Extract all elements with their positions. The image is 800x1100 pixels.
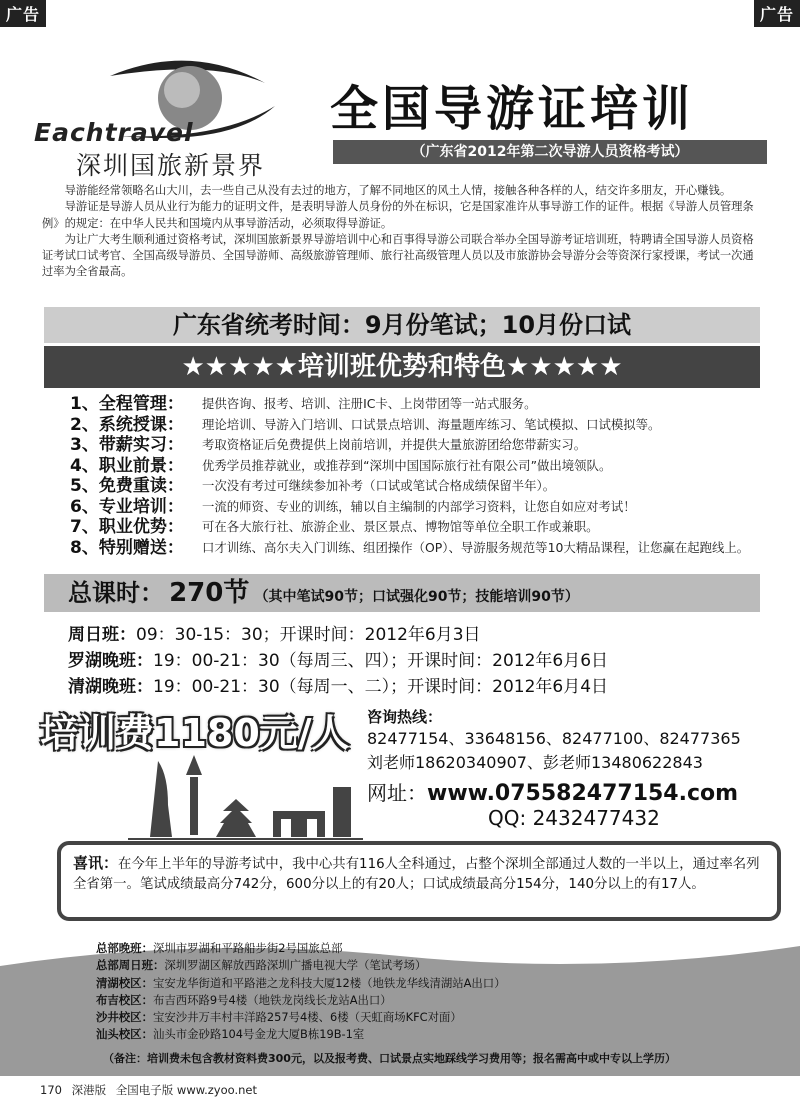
website: [367, 777, 738, 806]
schedule-time: 09：30-15：30；开课时间：2012年6月3日: [136, 625, 481, 645]
campus-address: 深圳市罗湖和平路船步街2号国旅总部: [152, 941, 343, 955]
advantage-title: 8、特别赠送：: [70, 537, 184, 558]
schedule-name: 罗湖晚班：: [68, 651, 153, 671]
advantage-desc: 口才训练、高尔夫入门训练、组团操作（OP）、导游服务规范等10大精品课程，让您赢在起跑线上。: [202, 539, 750, 555]
list-item: [70, 517, 750, 538]
intro-paragraph: 导游能经常领略名山大川，去一些自己从没有去过的地方，了解不同地区的风土人情，接触各种各样的人，结交许多朋友，开心赚钱。: [64, 184, 732, 197]
exam-time-banner: 广东省统考时间：9月份笔试；10月份口试: [44, 307, 760, 343]
hours-value: 270节: [169, 578, 250, 608]
list-item: [96, 975, 756, 992]
advantage-desc: 一次没有考过可继续参加补考（口试或笔试合格成绩保留半年）。: [202, 478, 556, 493]
footer-note: （备注：培训费未包含教材资料费300元，以及报考费、口试景点实地踩线学习费用等；报名需高中或中专以上学历）: [103, 1052, 676, 1065]
list-item: [96, 1009, 756, 1026]
advantage-title: 7、职业优势：: [70, 517, 184, 537]
schedule-row: [68, 646, 608, 671]
website-label: 网址：: [367, 781, 427, 805]
campus-name: 汕头校区：: [96, 1027, 153, 1042]
website-link[interactable]: www.075582477154.com: [427, 781, 739, 806]
qq-number: QQ: 2432477432: [488, 806, 660, 830]
list-item: [70, 497, 750, 518]
landmarks-icon: [128, 745, 363, 845]
advantage-desc: 可在各大旅行社、旅游企业、景区景点、博物馆等单位全职工作或兼职。: [202, 519, 599, 534]
hotline-phones: 82477154、33648156、82477100、82477365: [367, 729, 741, 748]
list-item: [70, 415, 750, 436]
campus-address: 汕头市金砂路104号金龙大厦B栋19B-1室: [152, 1027, 365, 1042]
campus-address: 宝安龙华街道和平路港之龙科技大厦12楼（地铁龙华线清湖站A出口）: [152, 975, 506, 990]
schedule-name: 清湖晚班：: [68, 677, 153, 697]
advantage-title: 1、全程管理：: [70, 394, 184, 414]
advantage-desc: 优秀学员推荐就业，或推荐到“深圳中国国际旅行社有限公司”做出境领队。: [202, 457, 612, 473]
news-text: 在今年上半年的导游考试中，我中心共有116人全科通过，占整个深圳全部通过人数的一半以上，通过率名列全省第一。笔试成绩最高分742分，600分以上的有20人；口试成绩最高分154分，140分以上的有17人。: [73, 857, 760, 892]
logo-text-cn: 深圳国旅新景界: [76, 151, 266, 180]
list-item: [70, 394, 750, 415]
list-item: [96, 940, 756, 957]
campus-address: 宝安沙井万丰村丰洋路257号4楼、6楼（天虹商场KFC对面）: [152, 1010, 462, 1025]
list-item: [96, 992, 756, 1009]
schedule-name: 周日班：: [68, 625, 136, 645]
list-item: [96, 957, 756, 974]
advantage-title: 6、专业培训：: [70, 496, 184, 517]
page-footer: [40, 1082, 263, 1098]
schedule-row: [68, 672, 608, 697]
campus-name: 总部周日班：: [96, 958, 165, 973]
campus-name: 总部晚班：: [96, 941, 153, 955]
site-label: 全国电子版 www.zyoo.net: [115, 1083, 257, 1097]
hotline-teachers: 刘老师18620340907、彭老师13480622843: [367, 753, 703, 772]
news-box: [57, 841, 781, 921]
campus-address: 深圳罗湖区解放西路深圳广播电视大学（笔试考场）: [164, 958, 427, 973]
intro-text: [42, 183, 758, 281]
schedule-time: 19：00-21：30（每周三、四）；开课时间：2012年6月6日: [153, 651, 609, 671]
ad-tag-right: 广告: [754, 0, 800, 27]
news-label: 喜讯：: [73, 854, 119, 872]
campus-name: 清湖校区：: [96, 975, 153, 990]
advantage-title: 3、带薪实习：: [70, 435, 184, 455]
advantage-desc: 一流的师资、专业的训练，辅以自主编制的内部学习资料，让您自如应对考试！: [202, 498, 636, 514]
list-item: [70, 435, 750, 456]
campus-name: 布吉校区：: [96, 992, 153, 1007]
intro-paragraph: 导游证是导游人员从业行为能力的证明文件，是表明导游人员身份的外在标识，它是国家准许从事导游工作的证件。根据《导游人员管理条例》的规定：在中华人民共和国境内从事导游活动，必须取得导游证。: [42, 200, 754, 230]
hotline-label: 咨询热线：: [367, 708, 443, 726]
advantage-title: 4、职业前景：: [70, 455, 184, 476]
advantages-header: ★★★★★培训班优势和特色★★★★★: [44, 346, 760, 388]
schedule-row: [68, 620, 481, 645]
advantage-title: 2、系统授课：: [70, 414, 184, 435]
schedule-time: 19：00-21：30（每周一、二）；开课时间：2012年6月4日: [153, 677, 609, 697]
advantages-list: [70, 394, 750, 578]
fee-label: 培训费1180元/人: [40, 711, 350, 755]
hours-note: （其中笔试90节；口试强化90节；技能培训90节）: [254, 589, 579, 605]
page-subtitle: （广东省2012年第二次导游人员资格考试）: [333, 140, 767, 164]
logo-text-en: Eachtravel: [34, 118, 194, 147]
intro-paragraph: 为让广大考生顺利通过资格考试，深圳国旅新景界导游培训中心和百事得导游公司联合举办全国导游考证培训班，特聘请全国导游人员资格证考试口试考官、全国高级导游员、全国导游师、高级旅游管理师、旅行社高级管理人员以及市旅游协会导游分会等资深行家授课，考试一次通过率为全省最高。: [42, 232, 754, 279]
campus-address: 布吉西环路9号4楼（地铁龙岗线长龙站A出口）: [152, 992, 392, 1007]
advantage-title: 5、免费重读：: [70, 476, 184, 496]
advantage-desc: 理论培训、导游入门培训、口试景点培训、海量题库练习、笔试模拟、口试模拟等。: [202, 416, 661, 432]
list-item: [70, 476, 750, 497]
list-item: [70, 538, 750, 578]
hours-label: 总课时：: [68, 579, 164, 607]
page-number: 170: [40, 1083, 62, 1097]
campus-name: 沙井校区：: [96, 1010, 153, 1025]
page-title: 全国导游证培训: [330, 81, 695, 137]
advantage-desc: 提供咨询、报考、培训、注册IC卡、上岗带团等一站式服务。: [202, 396, 537, 411]
list-item: [70, 456, 750, 477]
list-item: [96, 1026, 756, 1043]
edition-label: 深港版: [71, 1083, 107, 1097]
campus-list: [96, 940, 756, 1044]
total-hours-banner: [44, 574, 760, 612]
ad-tag-left: 广告: [0, 0, 46, 27]
advantage-desc: 考取资格证后免费提供上岗前培训，并提供大量旅游团给您带薪实习。: [202, 437, 587, 452]
